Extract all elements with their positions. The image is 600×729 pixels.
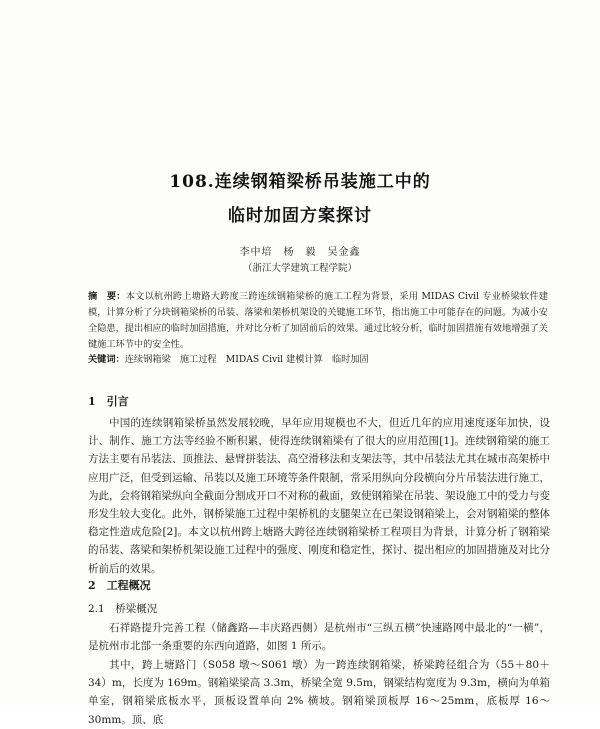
section-1-heading: 1 引言 xyxy=(88,395,129,408)
abstract xyxy=(88,289,548,353)
author-list: 李中培 杨 毅 吴金鑫 xyxy=(239,247,361,258)
abstract-text: 本文以杭州跨上塘路大跨度三跨连续钢箱梁桥的施工工程为背景，采用 MIDAS Civil 专业桥梁软件建模，计算分析了分块钢箱梁桥的吊装、落梁和架桥机架设的关键施工环节，指出施工中可能存在的问题。为减小安全隐患，提出相应的临时加固措施，并对比分析了加固前后的效果。通过比较分析，临时加固措施有效地增强了关键施工环节中的安全性。 xyxy=(88,291,548,350)
section-2-paragraph-2: 其中，跨上塘路门（S058 墩～S061 墩）为一跨连续钢箱梁，桥梁跨径组合为（55＋80＋34）m，长度为 169m。钢箱梁梁高 3.3m，桥梁全宽 9.5m，钢梁结构宽度为 9.3m，横向为单箱单室，钢箱梁底板水平，顶板设置单向 2% 横坡。钢箱梁顶板厚 16～25mm，底板厚 16～30mm。顶、底 xyxy=(88,659,550,726)
section-1-paragraph: 中国的连续钢箱梁桥虽然发展较晚，早年应用规模也不大，但近几年的应用速度逐年加快，设计、制作、施工方法等经验不断积累，使得连续钢箱梁有了很大的应用范围[1]。连续钢箱梁的施工方法主要有吊装法、顶推法、悬臂拼装法、高空滑移法和支架法等，其中吊装法尤其在城市高架桥中应用广泛，但受到运输、吊装以及施工环境等条件限制，常采用纵向分段横向分片吊装法进行施工，为此，会将钢箱梁纵向全截面分割成开口不对称的截面，致使钢箱梁在吊装、架设施工中的受力与变形发生较大变化。此外，钢桥梁施工过程中架桥机的支腿架立在已架设钢箱梁上，会对钢箱梁的整体稳定性造成危险[2]。本文以杭州跨上塘路大跨径连续钢箱梁桥工程项目为背景，计算分析了钢箱梁的吊装、落梁和架桥机架设施工过程中的强度、刚度和稳定性，探讨、提出相应的加固措施及对比分析前后的效果。 xyxy=(88,417,550,575)
paper-title-line-2: 临时加固方案探讨 xyxy=(228,206,372,226)
paper-title-line-1: 108.连续钢箱梁桥吊装施工中的 xyxy=(169,172,431,192)
keywords-label: 关键词： xyxy=(88,354,125,365)
subsection-2-1-heading: 2.1 桥梁概况 xyxy=(88,603,158,615)
keywords-text: 连续钢箱梁 施工过程 MIDAS Civil 建模计算 临时加固 xyxy=(124,354,369,365)
affiliation: （浙江大学建筑工程学院） xyxy=(242,263,357,274)
section-2-paragraph-1: 石祥路提升完善工程（储鑫路—丰庆路西侧）是杭州市“三纵五横”快速路网中最北的“一横”，是杭州市北部一条重要的东西向道路，如图 1 所示。 xyxy=(88,622,550,653)
section-2-heading: 2 工程概况 xyxy=(88,579,151,592)
keywords xyxy=(88,352,548,368)
abstract-label: 摘 要： xyxy=(88,291,126,302)
